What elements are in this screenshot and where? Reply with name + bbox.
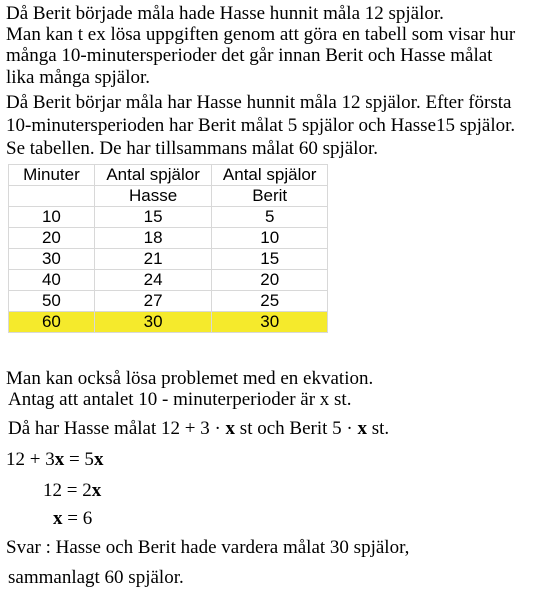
spjalor-table bbox=[8, 164, 328, 333]
table-header bbox=[9, 165, 328, 207]
cell-minuter: 40 bbox=[9, 270, 95, 291]
table-row-highlighted bbox=[9, 312, 328, 333]
intro-line-1: Då Berit började måla hade Hasse hunnit måla 12 spjälor. bbox=[6, 3, 444, 24]
table-row bbox=[9, 207, 328, 228]
subheader-empty bbox=[9, 186, 95, 207]
variable-x: x bbox=[357, 418, 367, 439]
header-minuter: Minuter bbox=[9, 165, 95, 186]
cell-hasse: 18 bbox=[94, 228, 212, 249]
equation-intro: Man kan också lösa problemet med en ekvation. bbox=[6, 368, 374, 389]
header-antal-hasse: Antal spjälor bbox=[94, 165, 212, 186]
intro-line-5: Då Berit börjar måla har Hasse hunnit måla 12 spjälor. Efter första bbox=[6, 92, 512, 113]
cell-berit: 15 bbox=[212, 249, 328, 270]
cell-berit: 5 bbox=[212, 207, 328, 228]
equation-step-2 bbox=[43, 480, 101, 502]
cell-minuter: 50 bbox=[9, 291, 95, 312]
table-row bbox=[9, 228, 328, 249]
assumption-line: Antag att antalet 10 - minuterperioder är x st. bbox=[8, 389, 352, 410]
cell-berit: 30 bbox=[212, 312, 328, 333]
eq1-left: 12 + 3 bbox=[6, 449, 55, 470]
eq2-text: 12 = 2 bbox=[43, 480, 92, 501]
cell-minuter: 60 bbox=[9, 312, 95, 333]
intro-line-6: 10-minutersperioden har Berit målat 5 spjälor och Hasse15 spjälor. bbox=[6, 115, 516, 136]
subheader-berit: Berit bbox=[212, 186, 328, 207]
cell-minuter: 30 bbox=[9, 249, 95, 270]
cell-hasse: 24 bbox=[94, 270, 212, 291]
intro-line-7: Se tabellen. De har tillsammans målat 60 spjälor. bbox=[6, 138, 378, 159]
answer-line-2: sammanlagt 60 spjälor. bbox=[8, 567, 184, 588]
subheader-hasse: Hasse bbox=[94, 186, 212, 207]
cell-hasse: 30 bbox=[94, 312, 212, 333]
expression-text-c: st. bbox=[366, 418, 390, 439]
table-row bbox=[9, 270, 328, 291]
eq1-right: = 5 bbox=[64, 449, 94, 470]
table-row bbox=[9, 249, 328, 270]
intro-line-2: Man kan t ex lösa uppgiften genom att göra en tabell som visar hur bbox=[6, 24, 516, 45]
header-antal-berit: Antal spjälor bbox=[212, 165, 328, 186]
cell-berit: 25 bbox=[212, 291, 328, 312]
expression-line bbox=[8, 418, 389, 440]
variable-x: x bbox=[93, 449, 104, 470]
cell-hasse: 21 bbox=[94, 249, 212, 270]
eq3-text: = 6 bbox=[62, 508, 93, 529]
table-row bbox=[9, 291, 328, 312]
variable-x: x bbox=[54, 449, 65, 470]
cell-hasse: 15 bbox=[94, 207, 212, 228]
cell-berit: 20 bbox=[212, 270, 328, 291]
expression-text-b: st och Berit 5 · bbox=[235, 418, 358, 439]
equation-step-1 bbox=[6, 449, 103, 471]
variable-x: x bbox=[91, 480, 102, 501]
cell-minuter: 20 bbox=[9, 228, 95, 249]
variable-x: x bbox=[225, 418, 236, 439]
answer-line-1: Svar : Hasse och Berit hade vardera målat 30 spjälor, bbox=[6, 537, 410, 558]
variable-x: x bbox=[53, 508, 63, 529]
intro-line-4: lika många spjälor. bbox=[6, 67, 151, 88]
cell-hasse: 27 bbox=[94, 291, 212, 312]
cell-minuter: 10 bbox=[9, 207, 95, 228]
intro-line-3: många 10-minutersperioder det går innan Berit och Hasse målat bbox=[6, 45, 493, 66]
cell-berit: 10 bbox=[212, 228, 328, 249]
expression-text-a: Då har Hasse målat 12 + 3 · bbox=[8, 418, 226, 439]
equation-step-3 bbox=[53, 508, 92, 530]
